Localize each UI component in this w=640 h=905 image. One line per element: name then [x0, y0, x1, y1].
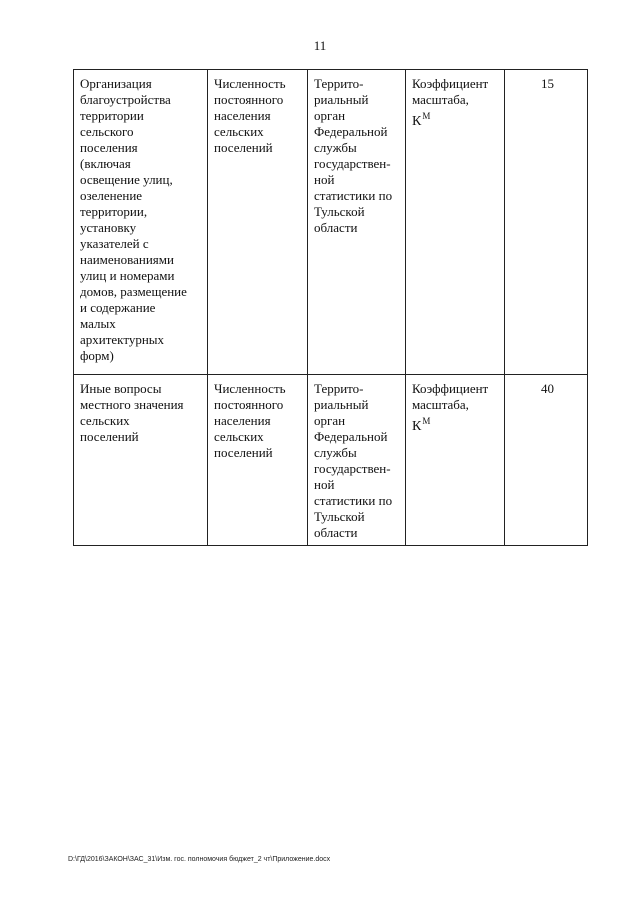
coefficient-symbol — [412, 413, 501, 435]
issue-cell — [74, 375, 208, 546]
coefficient-cell — [406, 375, 505, 546]
coefficient-superscript: М — [422, 111, 431, 121]
value-text: 15 — [541, 76, 554, 91]
coefficient-label: Коэффициент масштаба, — [412, 381, 489, 412]
coefficient-cell — [406, 70, 505, 375]
indicator-cell — [208, 375, 308, 546]
footer-file-path: D:\ГД\2016\ЗАКОН\ЗАС_31\Изм. гос. полномочия бюджет_2 чт\Приложение.docx — [68, 856, 331, 863]
coefficient-superscript: М — [422, 416, 431, 426]
issue-cell — [74, 70, 208, 375]
value-cell — [505, 375, 588, 546]
value-text: 40 — [541, 381, 554, 396]
coefficient-symbol-letter: К — [412, 419, 422, 434]
indicator-cell — [208, 70, 308, 375]
coefficient-symbol-letter: К — [412, 114, 422, 129]
distribution-table — [73, 69, 588, 546]
indicator-text: Численность постоянного населения сельских поселений — [214, 76, 286, 155]
table-row — [74, 375, 588, 546]
source-text: Террито- риальный орган Федеральной службы государствен- ной статистики по Тульской области — [314, 381, 393, 540]
source-cell — [308, 70, 406, 375]
coefficient-label: Коэффициент масштаба, — [412, 76, 489, 107]
value-cell — [505, 70, 588, 375]
source-text: Террито- риальный орган Федеральной службы государствен- ной статистики по Тульской области — [314, 76, 393, 235]
coefficient-symbol — [412, 108, 501, 130]
page-number: 11 — [313, 38, 327, 53]
source-cell — [308, 375, 406, 546]
issue-text: Организация благоустройства территории сельского поселения (включая освещение улиц, озеленение территории, установку указателей с наименованиями улиц и номерами домов, размещение и содержание малых архитектурных форм) — [80, 76, 187, 363]
issue-text: Иные вопросы местного значения сельских поселений — [80, 381, 184, 444]
table-row — [74, 70, 588, 375]
indicator-text: Численность постоянного населения сельских поселений — [214, 381, 286, 460]
